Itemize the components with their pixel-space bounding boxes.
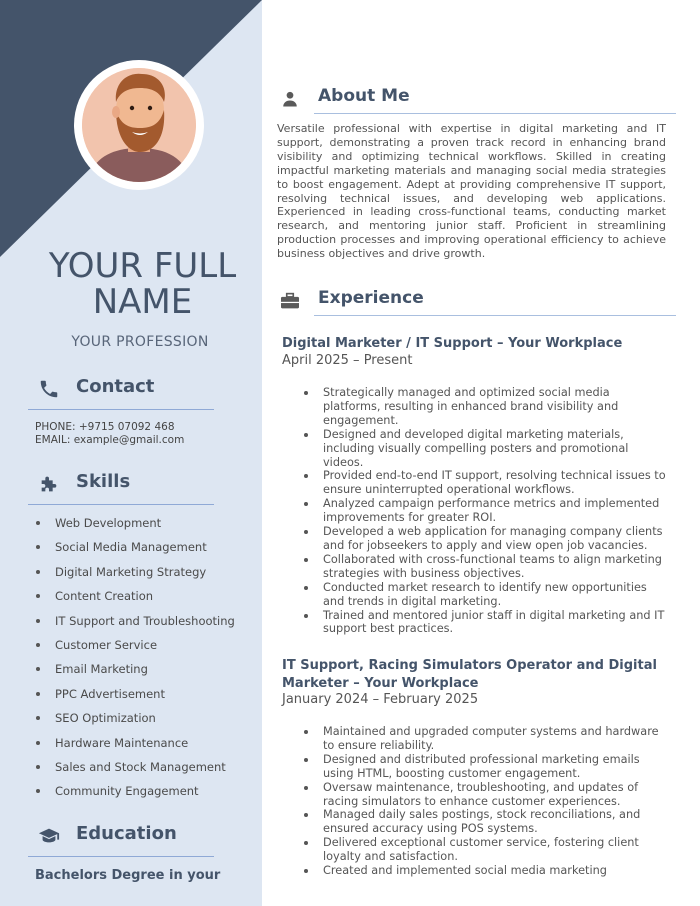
phone-icon xyxy=(38,378,60,400)
job-bullet: Oversaw maintenance, troubleshooting, and updates of racing simulators to enhance customer experiences. xyxy=(302,781,667,809)
job-bullet: Trained and mentored junior staff in digital marketing and IT support best practices. xyxy=(302,609,667,637)
skill-item: Social Media Management xyxy=(35,537,235,561)
job-dates: April 2025 – Present xyxy=(282,353,413,368)
experience-title: Experience xyxy=(318,288,424,308)
skills-title: Skills xyxy=(76,471,131,492)
about-text: Versatile professional with expertise in digital marketing and IT support, demonstrating a proven track record in enhancing brand visibility and optimizing technical workflows. Skilled in creating impactful marketing materials and managing social media strategies to boost engagement. Adept at providing comprehensive IT support, resolving technical issues, and developing web applications. Experienced in leading cross-functional teams, conducting market research, and mentoring junior staff. Proficient in streamlining production processes and improving operational efficiency to achieve business objectives and drive growth. xyxy=(277,122,666,261)
skill-item: PPC Advertisement xyxy=(35,684,235,708)
skill-item: Digital Marketing Strategy xyxy=(35,562,235,586)
job-title: IT Support, Racing Simulators Operator and Digital Marketer – Your Workplace xyxy=(282,658,657,691)
full-name-line-2: NAME xyxy=(92,282,193,322)
contact-title: Contact xyxy=(76,376,155,397)
job-bullet: Delivered exceptional customer service, fostering client loyalty and satisfaction. xyxy=(302,836,667,864)
contact-email[interactable]: EMAIL: example@gmail.com xyxy=(35,434,185,446)
job-bullet: Analyzed campaign performance metrics and implemented improvements for greater ROI. xyxy=(302,497,667,525)
skill-item: Hardware Maintenance xyxy=(35,733,235,757)
full-name xyxy=(20,248,262,320)
puzzle-icon xyxy=(38,473,60,495)
job-bullet: Collaborated with cross-functional teams to align marketing strategies with business objectives. xyxy=(302,553,667,581)
job-bullet: Created and implemented social media marketing xyxy=(302,864,667,878)
education-degree: Bachelors Degree in your xyxy=(35,868,221,883)
about-title: About Me xyxy=(318,86,410,106)
person-icon xyxy=(280,90,300,108)
job-bullet: Designed and distributed professional marketing emails using HTML, boosting customer engagement. xyxy=(302,753,667,781)
contact-section-header xyxy=(28,370,214,410)
skill-item: Sales and Stock Management xyxy=(35,757,235,781)
full-name-line-1: YOUR FULL xyxy=(48,246,237,286)
experience-divider xyxy=(314,315,676,316)
skill-item: SEO Optimization xyxy=(35,708,235,732)
skill-item: IT Support and Troubleshooting xyxy=(35,611,235,635)
experience-section-header xyxy=(276,288,676,316)
job-bullet: Developed a web application for managing company clients and for jobseekers to apply and view open job vacancies. xyxy=(302,525,667,553)
profession: YOUR PROFESSION xyxy=(71,334,209,350)
skill-item: Content Creation xyxy=(35,586,235,610)
main-content xyxy=(262,0,700,906)
skills-section-header xyxy=(28,465,214,505)
job-bullets xyxy=(302,386,667,636)
contact-phone[interactable]: PHONE: +9715 07092 468 xyxy=(35,421,175,433)
job-bullet: Designed and developed digital marketing materials, including visually compelling posters and promotional videos. xyxy=(302,428,667,470)
graduation-cap-icon xyxy=(38,825,60,847)
skill-item: Customer Service xyxy=(35,635,235,659)
job-title: Digital Marketer / IT Support – Your Workplace xyxy=(282,336,623,351)
job-bullet: Provided end-to-end IT support, resolving technical issues to ensure uninterrupted operational workflows. xyxy=(302,469,667,497)
job-dates: January 2024 – February 2025 xyxy=(282,692,479,707)
education-title: Education xyxy=(76,823,177,844)
job-bullet: Managed daily sales postings, stock reconciliations, and ensured accuracy using POS systems. xyxy=(302,808,667,836)
briefcase-icon xyxy=(280,292,300,310)
sidebar xyxy=(0,0,262,906)
job-bullet: Conducted market research to identify new opportunities and trends in digital marketing. xyxy=(302,581,667,609)
job-bullet: Maintained and upgraded computer systems and hardware to ensure reliability. xyxy=(302,725,667,753)
job-bullet: Strategically managed and optimized social media platforms, resulting in enhanced brand visibility and engagement. xyxy=(302,386,667,428)
about-section-header xyxy=(276,86,676,114)
skill-item: Email Marketing xyxy=(35,659,235,683)
avatar xyxy=(74,60,204,190)
skills-list xyxy=(35,513,235,806)
skill-item: Community Engagement xyxy=(35,781,235,805)
job-bullets xyxy=(302,725,667,878)
education-section-header xyxy=(28,817,214,857)
contact-details xyxy=(35,421,184,447)
about-divider xyxy=(314,113,676,114)
avatar-illustration xyxy=(82,68,196,182)
skill-item: Web Development xyxy=(35,513,235,537)
